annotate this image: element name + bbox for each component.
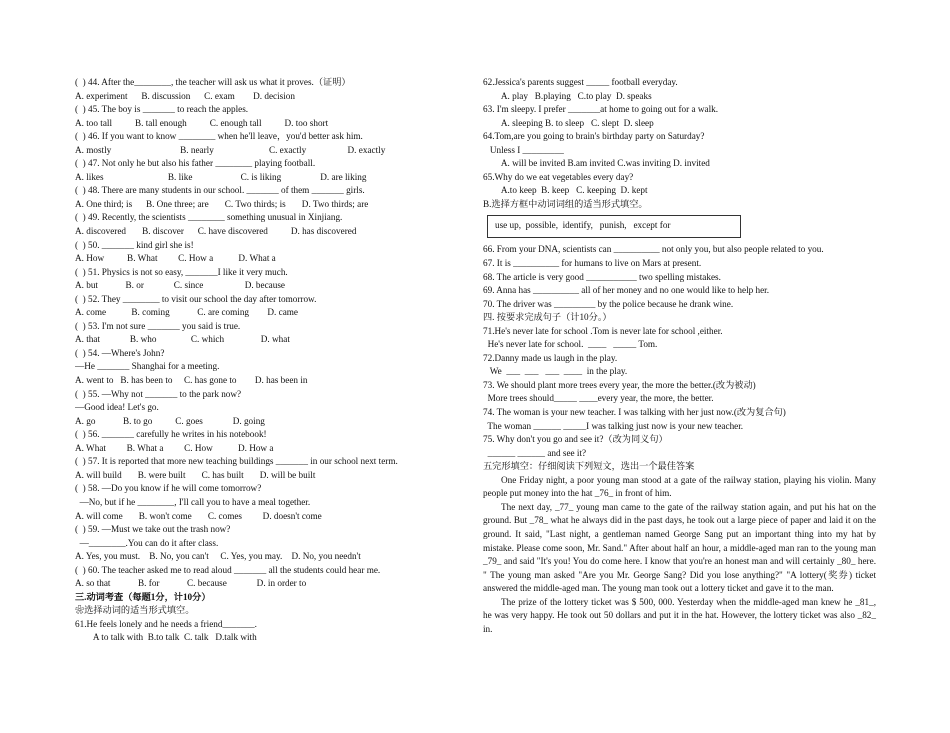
passage-paragraph-2: The next day, _77_ young man came to the gate of the railway station again, and put his hat on the ground. But _78_ what he always did in the past days, he took out a large piece of paper and laid it on the ground. It said, "Last night, a gentleman named George Sang put an important thing into my hat by mistake. Please come soon, Mr. Sand." After about half an hour, a middle-aged man ran to the young man _79_ and said "It's you! You do come here. I know that you're an honest man and will certainly _80_ here. " The young man asked "Are you Mr. George Sang? Did you lose anything?" "A lottery(奖券) ticket answered the middle-aged man. The young man took out a lottery ticket and gave it to the man. — [483, 501, 876, 594]
options-46: A. mostly B. nearly C. exactly D. exactly — [75, 144, 386, 155]
question-64: 64.Tom,are you going to brain's birthday party on Saturday? — [483, 131, 705, 142]
question-48: ( ) 48. There are many students in our school. _______ of them _______ girls. — [75, 185, 365, 196]
question-47: ( ) 47. Not only he but also his father ________ playing football. — [75, 158, 316, 169]
question-44: ( ) 44. After the________, the teacher will ask us what it proves.（证明） — [75, 77, 351, 87]
question-49: ( ) 49. Recently, the scientists ________ something unusual in Xinjiang. — [75, 212, 343, 223]
options-56: A. What B. What a C. How D. How a — [75, 442, 274, 453]
options-65: A.to keep B. keep C. keeping D. kept — [483, 185, 648, 196]
question-68: 68. The article is very good ___________ two spelling mistakes. — [483, 271, 721, 282]
options-44: A. experiment B. discussion C. exam D. decision — [75, 90, 295, 101]
question-50: ( ) 50. _______ kind girl she is! — [75, 239, 194, 250]
options-47: A. likes B. like C. is liking D. are liking — [75, 171, 367, 182]
options-64: A. will be invited B.am invited C.was inviting D. invited — [483, 158, 710, 169]
answer-74: The woman ______ _____I was talking just now is your new teacher. — [483, 420, 744, 431]
options-45: A. too tall B. tall enough C. enough tall D. too short — [75, 117, 329, 128]
options-54: A. went to B. has been to C. has gone to D. has been in — [75, 375, 308, 386]
options-59: A. Yes, you must. B. No, you can't C. Yes, you may. D. No, you needn't — [75, 551, 361, 562]
options-61: A to talk with B.to talk C. talk D.talk with — [75, 632, 257, 643]
question-56: ( ) 56. _______ carefully he writes in his notebook! — [75, 429, 267, 440]
question-72: 72.Danny made us laugh in the play. — [483, 352, 618, 363]
question-74: 74. The woman is your new teacher. I was talking with her just now.(改为复合句) — [483, 407, 786, 418]
question-51: ( ) 51. Physics is not so easy, _______I like it very much. — [75, 266, 288, 277]
options-53: A. that B. who C. which D. what — [75, 334, 290, 345]
word-box: use up, possible, identify, punish, except for — [487, 215, 741, 238]
question-54: ( ) 54. —Where's John? — [75, 347, 165, 358]
cloze-passage — [483, 474, 876, 637]
question-65: 65.Why do we eat vegetables every day? — [483, 171, 634, 182]
options-58: A. will come B. won't come C. comes D. doesn't come — [75, 510, 322, 521]
options-49: A. discovered B. discover C. have discovered D. has discovered — [75, 226, 357, 237]
options-57: A. will build B. were built C. has built D. will be built — [75, 469, 316, 480]
options-48: A. One third; is B. One three; are C. Two thirds; is D. Two thirds; are — [75, 198, 369, 209]
question-46: ( ) 46. If you want to know ________ when he'll leave，you'd better ask him. — [75, 131, 363, 142]
section-4-heading: 四. 按要求完成句子（计10分。） — [483, 312, 612, 323]
answer-72: We ___ ___ ___ ____ in the play. — [483, 366, 628, 377]
options-63: A. sleeping B. to sleep C. slept D. sleep — [483, 117, 654, 128]
question-59: ( ) 59. —Must we take out the trash now? — [75, 524, 231, 535]
options-55: A. go B. to go C. goes D. going — [75, 415, 265, 426]
answer-73: More trees should_____ ____every year, the more, the better. — [483, 393, 714, 404]
section-3-instruction: ❀选择动词的适当形式填空。 — [75, 605, 195, 616]
passage-paragraph-3: The prize of the lottery ticket was $ 500, 000. Yesterday when the middle-aged man knew he _81_, he was very happy. He took out 50 dollars and put it in the hat. However, the lottery ticket was also _82_ in. — [483, 596, 876, 634]
question-75: 75. Why don't you go and see it?（改为同义句） — [483, 434, 668, 445]
question-71: 71.He's never late for school .Tom is never late for school ,either. — [483, 325, 723, 336]
answer-75: ______ ______ and see it? — [483, 447, 587, 458]
dialogue-54: —He _______ Shanghai for a meeting. — [75, 361, 220, 372]
question-66: 66. From your DNA, scientists can __________ not only you, but also people related to you. — [483, 244, 824, 255]
question-61: 61.He feels lonely and he needs a friend_______. — [75, 618, 257, 629]
question-53: ( ) 53. I'm not sure _______ you said is true. — [75, 320, 241, 331]
question-55: ( ) 55. —Why not _______ to the park now? — [75, 388, 242, 399]
question-69: 69. Anna has __________ all of her money and no one would like to help her. — [483, 285, 770, 296]
right-column — [483, 76, 876, 636]
section-5-heading: 五完形填空：仔细阅读下列短文，选出一个最佳答案 — [483, 461, 695, 472]
question-52: ( ) 52. They ________ to visit our school the day after tomorrow. — [75, 293, 317, 304]
question-67: 67. It is __________ for humans to live on Mars at present. — [483, 258, 702, 269]
options-51: A. but B. or C. since D. because — [75, 280, 286, 291]
question-45: ( ) 45. The boy is _______ to reach the apples. — [75, 104, 249, 115]
options-52: A. come B. coming C. are coming D. came — [75, 307, 299, 318]
options-50: A. How B. What C. How a D. What a — [75, 253, 276, 264]
question-62: 62.Jessica's parents suggest _____ football everyday. — [483, 77, 678, 87]
answer-71: He's never late for school. ____ _____ Tom. — [483, 339, 658, 350]
dialogue-58: —No, but if he ________, I'll call you to have a meal together. — [75, 496, 311, 507]
question-73: 73. We should plant more trees every year, the more the better.(改为被动) — [483, 379, 756, 390]
options-62: A. play B.playing C.to play D. speaks — [483, 90, 652, 101]
question-60: ( ) 60. The teacher asked me to read aloud _______ all the students could hear me. — [75, 564, 381, 575]
passage-paragraph-1: One Friday night, a poor young man stood at a gate of the railway station, playing his violin. Many people put money into the hat _76_ in front of him. — [483, 474, 876, 499]
question-57: ( ) 57. It is reported that more new teaching buildings _______ in our school next term. — [75, 456, 398, 467]
options-60: A. so that B. for C. because D. in order to — [75, 578, 307, 589]
section-3-heading: 三.动词考查（每题1分，计10分） — [75, 591, 211, 602]
question-63: 63. I'm sleepy. I prefer _______at home to going out for a walk. — [483, 104, 719, 115]
question-64-answer: Unless I _________ — [483, 144, 564, 155]
question-58: ( ) 58. —Do you know if he will come tomorrow? — [75, 483, 262, 494]
question-70: 70. The driver was _________ by the police because he drank wine. — [483, 298, 734, 309]
section-b-instruction: B.选择方框中动词词组的适当形式填空。 — [483, 198, 648, 209]
left-column — [75, 76, 470, 645]
dialogue-59: —________.You can do it after class. — [75, 537, 219, 548]
dialogue-55: —Good idea! Let's go. — [75, 402, 159, 413]
